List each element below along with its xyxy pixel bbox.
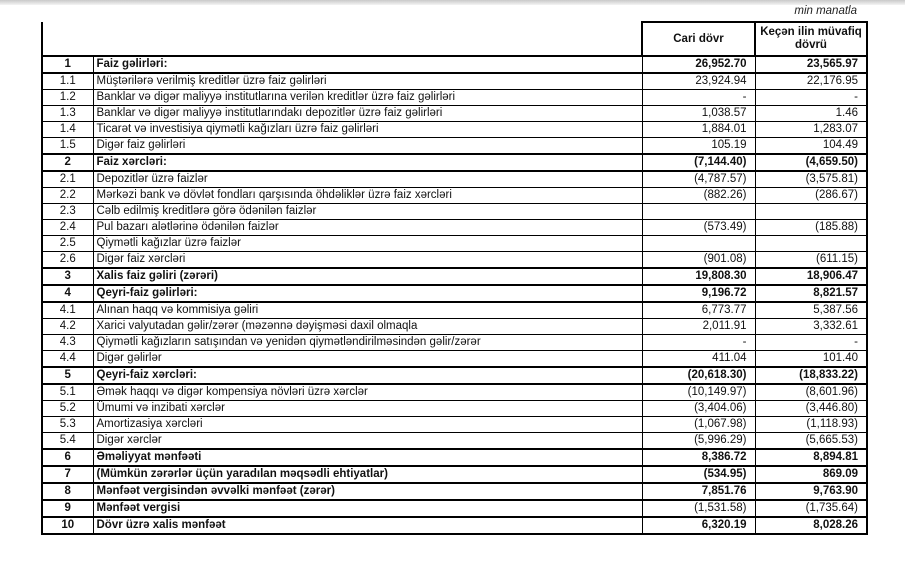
current-period-value: 19,808.30: [642, 268, 755, 285]
previous-period-value: 8,028.26: [755, 517, 867, 534]
row-number: 2.4: [42, 220, 93, 236]
current-period-value: 411.04: [642, 351, 755, 368]
unit-label: min manatla: [794, 5, 857, 17]
current-period-value: 105.19: [642, 138, 755, 155]
previous-period-value: (3,575.81): [755, 171, 867, 188]
previous-period-value: 1.46: [755, 106, 867, 122]
row-number: 2.5: [42, 236, 93, 252]
table-row: [42, 466, 867, 483]
current-period-value: 8,386.72: [642, 449, 755, 466]
row-number: 10: [42, 517, 93, 534]
row-label: Depozitlər üzrə faizlər: [93, 171, 642, 188]
row-number: 1.4: [42, 122, 93, 138]
table-row: [42, 106, 867, 122]
previous-period-value: 5,387.56: [755, 302, 867, 319]
row-label: Qiymətli kağızlar üzrə faizlər: [93, 236, 642, 252]
current-period-value: (573.49): [642, 220, 755, 236]
current-period-value: (1,067.98): [642, 417, 755, 433]
current-period-value: 6,320.19: [642, 517, 755, 534]
table-row: [42, 171, 867, 188]
header-blank-cell: [42, 22, 93, 56]
current-period-value: 23,924.94: [642, 73, 755, 90]
row-label: Digər gəlirlər: [93, 351, 642, 368]
table-row: [42, 188, 867, 204]
row-number: 2.3: [42, 204, 93, 220]
row-number: 1.5: [42, 138, 93, 155]
previous-period-value: 18,906.47: [755, 268, 867, 285]
table-row: [42, 285, 867, 302]
current-period-value: (7,144.40): [642, 154, 755, 171]
previous-period-value: 9,763.90: [755, 483, 867, 500]
table-row: [42, 268, 867, 285]
current-period-value: 26,952.70: [642, 56, 755, 73]
row-label: Amortizasiya xərcləri: [93, 417, 642, 433]
row-number: 2.2: [42, 188, 93, 204]
current-period-value: (882.26): [642, 188, 755, 204]
current-period-value: 2,011.91: [642, 319, 755, 335]
row-label: Pul bazarı alətlərinə ödənilən faizlər: [93, 220, 642, 236]
row-number: 6: [42, 449, 93, 466]
row-label: Banklar və digər maliyyə institutlarına verilən kreditlər üzrə faiz gəlirləri: [93, 90, 642, 106]
row-label: Qiymətli kağızların satışından və yenidən qiymətləndirilməsindən gəlir/zərər: [93, 335, 642, 351]
row-label: Ticarət və investisiya qiymətli kağızları üzrə faiz gəlirləri: [93, 122, 642, 138]
previous-period-value: (611.15): [755, 252, 867, 269]
previous-period-value: (185.88): [755, 220, 867, 236]
table-row: [42, 449, 867, 466]
previous-period-value: 8,821.57: [755, 285, 867, 302]
row-number: 9: [42, 500, 93, 517]
row-label: Xarici valyutadan gəlir/zərər (məzənnə dəyişməsi daxil olmaqla: [93, 319, 642, 335]
row-number: 7: [42, 466, 93, 483]
table-row: [42, 483, 867, 500]
row-label: Mənfəət vergisindən əvvəlki mənfəət (zərər): [93, 483, 642, 500]
row-number: 1.2: [42, 90, 93, 106]
row-number: 4.2: [42, 319, 93, 335]
current-period-value: (10,149.97): [642, 384, 755, 401]
previous-period-value: (5,665.53): [755, 433, 867, 450]
current-period-value: 1,038.57: [642, 106, 755, 122]
previous-period-value: (286.67): [755, 188, 867, 204]
row-number: 5.1: [42, 384, 93, 401]
previous-period-value: (4,659.50): [755, 154, 867, 171]
row-label: Mənfəət vergisi: [93, 500, 642, 517]
row-number: 2.6: [42, 252, 93, 269]
row-label: Müştərilərə verilmiş kreditlər üzrə faiz gəlirləri: [93, 73, 642, 90]
previous-period-value: 101.40: [755, 351, 867, 368]
table-row: [42, 138, 867, 155]
previous-period-value: (1,118.93): [755, 417, 867, 433]
current-period-value: (1,531.58): [642, 500, 755, 517]
table-row: [42, 417, 867, 433]
table-row: [42, 401, 867, 417]
window-top-edge: [0, 0, 905, 5]
row-number: 8: [42, 483, 93, 500]
row-label: Digər xərclər: [93, 433, 642, 450]
row-number: 4.4: [42, 351, 93, 368]
previous-period-value: 104.49: [755, 138, 867, 155]
table-row: [42, 252, 867, 269]
current-period-value: 6,773.77: [642, 302, 755, 319]
table-row: [42, 319, 867, 335]
current-period-value: [642, 236, 755, 252]
previous-period-value: -: [755, 335, 867, 351]
row-number: 4.3: [42, 335, 93, 351]
row-number: 1.3: [42, 106, 93, 122]
table-row: [42, 56, 867, 73]
table-row: [42, 351, 867, 368]
row-label: Ümumi və inzibati xərclər: [93, 401, 642, 417]
row-label: Qeyri-faiz xərcləri:: [93, 367, 642, 384]
current-period-value: (901.08): [642, 252, 755, 269]
row-label: Dövr üzrə xalis mənfəət: [93, 517, 642, 534]
current-period-value: (534.95): [642, 466, 755, 483]
table-row: [42, 122, 867, 138]
table-row: [42, 335, 867, 351]
table-row: [42, 433, 867, 450]
row-number: 2: [42, 154, 93, 171]
previous-period-value: 869.09: [755, 466, 867, 483]
row-label: Digər faiz gəlirləri: [93, 138, 642, 155]
current-period-value: -: [642, 335, 755, 351]
table-row: [42, 517, 867, 534]
current-period-value: [642, 204, 755, 220]
current-period-value: 1,884.01: [642, 122, 755, 138]
table-row: [42, 73, 867, 90]
row-label: Faiz xərcləri:: [93, 154, 642, 171]
table-row: [42, 154, 867, 171]
table-header-row: [42, 22, 867, 56]
current-period-value: (4,787.57): [642, 171, 755, 188]
previous-period-value: 3,332.61: [755, 319, 867, 335]
previous-period-value: (18,833.22): [755, 367, 867, 384]
row-label: Digər faiz xərcləri: [93, 252, 642, 269]
row-label: Xalis faiz gəliri (zərəri): [93, 268, 642, 285]
previous-period-value: 1,283.07: [755, 122, 867, 138]
table-row: [42, 236, 867, 252]
table-row: [42, 302, 867, 319]
previous-period-value: [755, 204, 867, 220]
row-number: 5.3: [42, 417, 93, 433]
previous-period-value: -: [755, 90, 867, 106]
header-current-period: Cari dövr: [642, 22, 755, 56]
row-number: 4.1: [42, 302, 93, 319]
header-previous-period: Keçən ilin müvafiq dövrü: [755, 22, 867, 56]
previous-period-value: 23,565.97: [755, 56, 867, 73]
table-row: [42, 90, 867, 106]
row-number: 5.4: [42, 433, 93, 450]
row-label: Faiz gəlirləri:: [93, 56, 642, 73]
row-label: Cəlb edilmiş kreditlərə görə ödənilən faizlər: [93, 204, 642, 220]
row-number: 5.2: [42, 401, 93, 417]
previous-period-value: (3,446.80): [755, 401, 867, 417]
previous-period-value: (8,601.96): [755, 384, 867, 401]
row-label: Banklar və digər maliyyə institutlarındakı depozitlər üzrə faiz gəlirləri: [93, 106, 642, 122]
row-label: Əməliyyat mənfəəti: [93, 449, 642, 466]
table-row: [42, 220, 867, 236]
current-period-value: (3,404.06): [642, 401, 755, 417]
row-label: Mərkəzi bank və dövlət fondları qarşısında öhdəliklər üzrə faiz xərcləri: [93, 188, 642, 204]
previous-period-value: [755, 236, 867, 252]
current-period-value: (5,996.29): [642, 433, 755, 450]
row-number: 2.1: [42, 171, 93, 188]
current-period-value: (20,618.30): [642, 367, 755, 384]
row-number: 4: [42, 285, 93, 302]
current-period-value: 7,851.76: [642, 483, 755, 500]
current-period-value: 9,196.72: [642, 285, 755, 302]
header-blank-cell: [93, 22, 642, 56]
table-row: [42, 384, 867, 401]
previous-period-value: 8,894.81: [755, 449, 867, 466]
current-period-value: -: [642, 90, 755, 106]
table-row: [42, 500, 867, 517]
table-row: [42, 204, 867, 220]
row-label: Alınan haqq və kommisiya gəliri: [93, 302, 642, 319]
row-label: Qeyri-faiz gəlirləri:: [93, 285, 642, 302]
previous-period-value: 22,176.95: [755, 73, 867, 90]
row-number: 3: [42, 268, 93, 285]
row-number: 5: [42, 367, 93, 384]
row-label: Əmək haqqı və digər kompensiya növləri üzrə xərclər: [93, 384, 642, 401]
income-statement-table: [41, 21, 868, 535]
row-label: (Mümkün zərərlər üçün yaradılan məqsədli ehtiyatlar): [93, 466, 642, 483]
previous-period-value: (1,735.64): [755, 500, 867, 517]
row-number: 1: [42, 56, 93, 73]
row-number: 1.1: [42, 73, 93, 90]
table-row: [42, 367, 867, 384]
